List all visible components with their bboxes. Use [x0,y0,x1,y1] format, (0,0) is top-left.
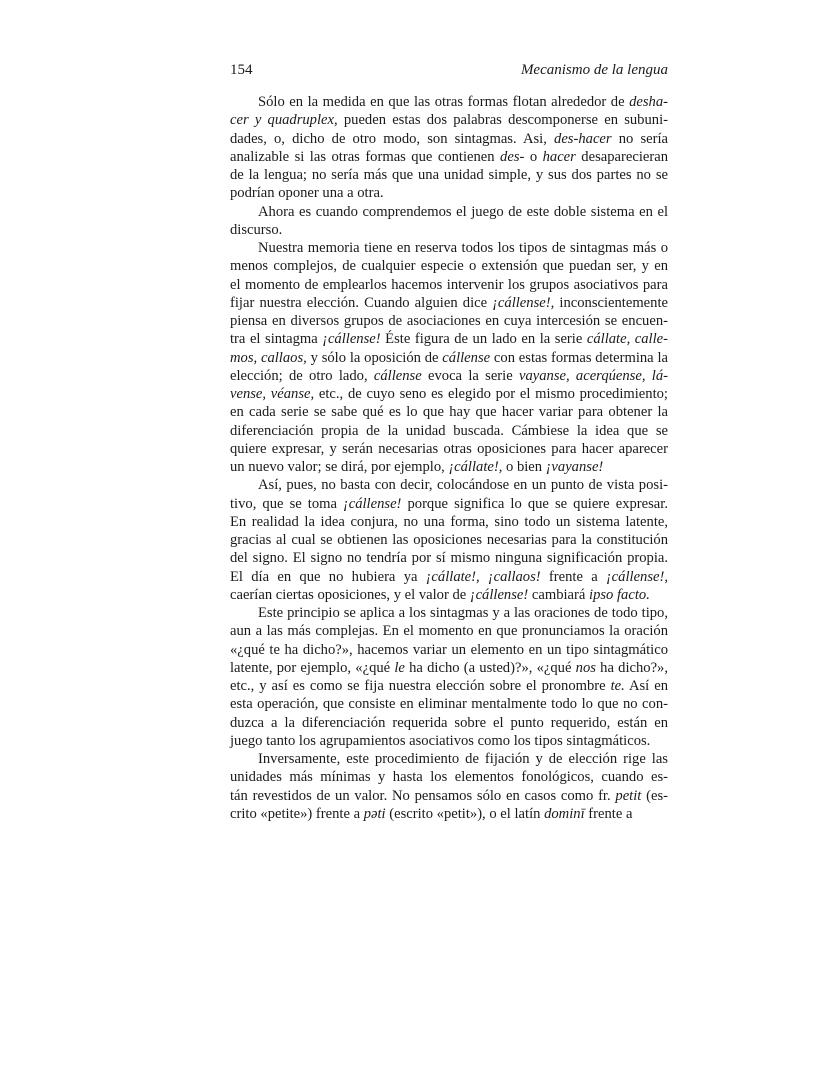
text-segment: Así en [624,678,668,694]
text-segment: crito «petite») frente a [230,805,364,822]
italic-text: des-hacer [554,130,612,147]
text-line [230,221,668,239]
text-line [230,768,668,786]
page-number: 154 [230,62,253,78]
text-line [230,732,668,750]
text-line [230,714,668,732]
text-segment: inconscientemente [554,294,668,311]
italic-text: le [394,659,405,676]
text-line [230,312,668,330]
text-segment: Sólo en la medida en que las otras formas flotan alrededor de [258,94,630,110]
text-line [230,367,668,385]
text-segment: el momento de emplearlos hacemos intervenir los grupos asociativos para [230,276,668,293]
text-line [230,93,668,111]
text-line [230,531,668,549]
text-segment: tivo, que se toma [230,495,344,512]
text-segment: o bien [502,459,546,475]
text-segment: dades, o, dicho de otro modo, son sintagmas. Asi, [230,130,555,147]
text-segment: Así, pues, no basta con decir, colocándose en un punto de vista posi- [258,477,668,494]
text-segment: aun a las más complejas. En el momento en que pronunciamos la oración [230,623,668,640]
text-line [230,294,668,312]
text-segment: Éste figura de un lado en la serie [380,331,587,348]
italic-text: mos, callaos, [230,349,307,366]
page-header [230,62,668,82]
italic-text: cállense [442,349,491,366]
text-line [230,750,668,768]
text-line [230,422,668,440]
text-segment: etc., y así es como se fija nuestra elección sobre el pronombre [230,678,611,694]
text-line [230,239,668,257]
italic-text: dominī [544,805,585,822]
text-line [230,440,668,458]
text-segment: cambiará [528,586,590,603]
text-segment: no sería [611,130,668,147]
italic-text: cállense [373,367,422,384]
text-line [230,677,668,695]
text-line [230,330,668,348]
text-line [230,513,668,531]
text-line [230,549,668,567]
text-segment: duzca a la diferenciación requerida sobre el punto requerido, están en [230,714,668,731]
italic-text: cállate, calle- [586,331,669,348]
text-line [230,276,668,294]
italic-text: desha- [629,94,668,110]
text-segment: menos complejos, de cualquier especie o extensión que puedan ser, y en [230,258,668,275]
text-segment: (es- [641,787,668,804]
italic-text: ¡cállate!, [448,459,503,475]
text-segment: esta operación, que consiste en eliminar mentalmente todo lo que no con- [230,696,668,713]
italic-text: hacer [542,148,576,165]
text-segment: quiere expresar, y serán necesarias otras oposiciones para hacer aparecer [230,440,668,457]
text-line [230,476,668,494]
text-segment: unidades más mínimas y hasta los elementos fonológicos, cuando es- [230,769,668,786]
text-segment: caerían ciertas oposiciones, y el valor de [230,586,470,603]
paragraph [230,604,668,750]
running-title: Mecanismo de la lengua [520,62,668,78]
text-line [230,111,668,129]
text-segment: etc., de cuyo seno es elegido por el mismo procedimiento; [314,386,668,402]
text-segment: elección; de otro lado, [230,367,374,384]
text-line [230,495,668,513]
text-segment: ha dicho?», [595,659,669,676]
text-line [230,148,668,166]
italic-text: ¡vayanse! [545,459,604,475]
text-line [230,787,668,805]
text-line [230,184,668,202]
text-line [230,403,668,421]
text-segment: podrían oponer una a otra. [230,185,384,202]
italic-text: petit [615,787,642,804]
italic-text: ¡cállense! [469,586,529,603]
italic-text: ¡cállense!, [606,568,669,585]
text-line [230,203,668,221]
text-line [230,659,668,677]
text-segment: diferenciación propia de la unidad buscada. Cámbiese la idea que se [230,422,668,439]
text-segment: o [524,148,543,165]
text-line [230,586,668,604]
text-segment: juego tanto los agrupamientos asociativos como los tipos sintagmáticos. [230,732,651,749]
text-segment: discurso. [230,221,283,238]
italic-text: vayanse, acerqúense, lá- [518,367,668,384]
paragraph [230,750,668,823]
text-segment: fijar nuestra elección. Cuando alguien dice [230,294,493,311]
text-line [230,641,668,659]
text-segment: con estas formas determina la [490,349,668,366]
text-segment: un nuevo valor; se dirá, por ejemplo, [230,459,449,475]
italic-text: ¡cállense! [343,495,402,512]
body-text [230,93,668,823]
paragraph [230,476,668,604]
text-line [230,695,668,713]
text-segment: piensa en diversos grupos de asociaciones en cuya intercesión se encuen- [230,313,668,329]
text-segment: y sólo la oposición de [306,349,443,366]
text-segment: «¿qué te ha dicho?», hacemos variar un elemento en un tipo sintagmático [230,641,668,658]
text-line [230,166,668,184]
italic-text: nos [575,659,596,676]
italic-text: te. [610,678,625,694]
italic-text: cer y quadruplex, [230,112,338,129]
text-segment: Inversamente, este procedimiento de fijación y de elección rige las [258,751,668,767]
text-segment: Nuestra memoria tiene en reserva todos los tipos de sintagmas más o [258,240,668,256]
text-segment: (escrito «petit»), o el latín [385,805,545,822]
text-segment: El día en que no hubiera ya [230,568,426,585]
text-line [230,805,668,823]
text-line [230,568,668,586]
text-segment: en cada serie se sabe qué es lo que hay que hacer variar para obtener la [230,404,668,421]
text-line [230,257,668,275]
text-segment: tra el sintagma [230,331,323,348]
text-segment: Este principio se aplica a los sintagmas y a las oraciones de todo tipo, [258,605,668,621]
italic-text: pǝti [363,805,386,822]
italic-text: ¡cállense!, [492,294,555,311]
text-segment: desaparecieran [575,148,668,165]
paragraph [230,203,668,240]
text-segment: latente, por ejemplo, «¿qué [230,659,395,676]
text-line [230,458,668,476]
text-segment: pueden estas dos palabras descomponerse en subuni- [337,112,668,129]
italic-text: ipso facto. [589,586,650,603]
text-line [230,349,668,367]
text-segment: ha dicho (a usted)?», «¿qué [404,659,576,676]
italic-text: des- [500,148,525,165]
paragraph [230,239,668,476]
italic-text: ¡cállate!, ¡callaos! [425,568,541,585]
paragraph [230,93,668,203]
text-segment: gracias al cual se obtienen las oposiciones necesarias para la constitución [230,532,668,548]
text-line [230,130,668,148]
text-segment: porque significa lo que se quiere expresar. [401,495,668,512]
text-segment: analizable si las otras formas que contienen [230,148,501,165]
text-line [230,604,668,622]
italic-text: ¡cállense! [322,331,381,348]
text-segment: de la lengua; no sería más que una unidad simple, y sus dos partes no se [230,167,668,183]
text-segment: frente a [584,805,633,822]
text-segment: tán revestidos de un valor. No pensamos sólo en casos como fr. [230,787,616,804]
text-segment: del signo. El signo no tendría por sí mismo ninguna significación propia. [230,550,668,567]
text-segment: En realidad la idea conjura, no una forma, sino todo un sistema latente, [230,513,668,530]
text-segment: Ahora es cuando comprendemos el juego de este doble sistema en el [258,203,668,220]
text-segment: evoca la serie [421,367,519,384]
text-segment: frente a [540,568,606,585]
italic-text: vense, véanse, [230,386,315,402]
text-line [230,385,668,403]
text-line [230,622,668,640]
